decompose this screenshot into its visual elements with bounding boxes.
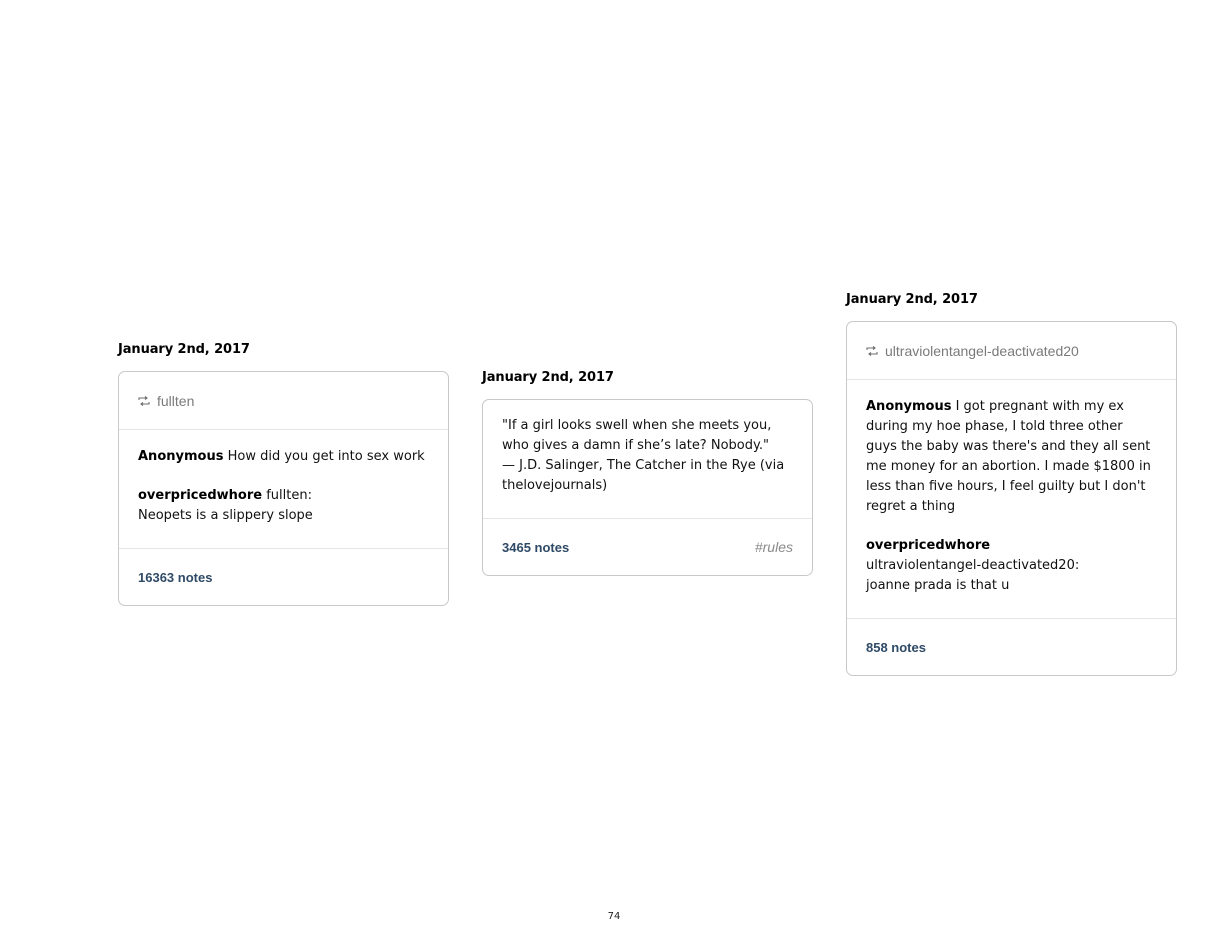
question [138,447,429,467]
answer [138,486,429,506]
question-author[interactable]: Anonymous [138,449,224,464]
post-column-2 [482,370,813,576]
notes-count[interactable]: 858 notes [866,639,926,655]
question-text: I got pregnant with my ex during my hoe phase, I told three other guys the baby was there's and they all sent me money for an abortion. I made $1800 in less than five hours, I feel guilty but I don't regret a thing [866,399,1151,514]
post-card [118,371,449,606]
post-date: January 2nd, 2017 [118,342,250,357]
answer-source: fullten: [262,488,312,503]
reblog-source[interactable]: ultraviolentangel-deactivated20 [885,342,1079,359]
quote-source: — J.D. Salinger, The Catcher in the Rye (via thelovejournals) [502,458,785,493]
answer-text: joanne prada is that u [866,578,1010,593]
question-text: How did you get into sex work [223,449,425,464]
post-body [119,430,448,549]
post-body [847,380,1176,619]
answer-author[interactable]: overpricedwhore [138,488,263,503]
post-body [483,400,812,519]
question [866,397,1157,517]
page-number: 74 [607,911,621,922]
answer-source: ultraviolentangel-deactivated20: [866,558,1080,573]
post-card [846,321,1177,676]
quote-text: "If a girl looks swell when she meets you, who gives a damn if she’s late? Nobody." [502,418,772,453]
answer-text: Neopets is a slippery slope [138,508,313,523]
reblog-source[interactable]: fullten [157,392,195,409]
notes-count[interactable]: 3465 notes [502,539,570,555]
answer-author[interactable]: overpricedwhore [866,538,991,553]
post-card [482,399,813,576]
post-column-1 [118,342,449,606]
post-date: January 2nd, 2017 [846,292,978,307]
reblog-icon [866,346,878,356]
answer-author-line [866,536,1157,556]
reblog-header[interactable] [847,322,1176,380]
question-author[interactable]: Anonymous [866,399,952,414]
post-tag[interactable]: #rules [754,539,793,555]
notes-count[interactable]: 16363 notes [138,569,213,585]
post-footer [119,549,448,605]
post-date: January 2nd, 2017 [482,370,614,385]
post-column-3 [846,292,1177,676]
reblog-header[interactable] [119,372,448,430]
reblog-icon [138,396,150,406]
post-footer [483,519,812,575]
post-footer [847,619,1176,675]
